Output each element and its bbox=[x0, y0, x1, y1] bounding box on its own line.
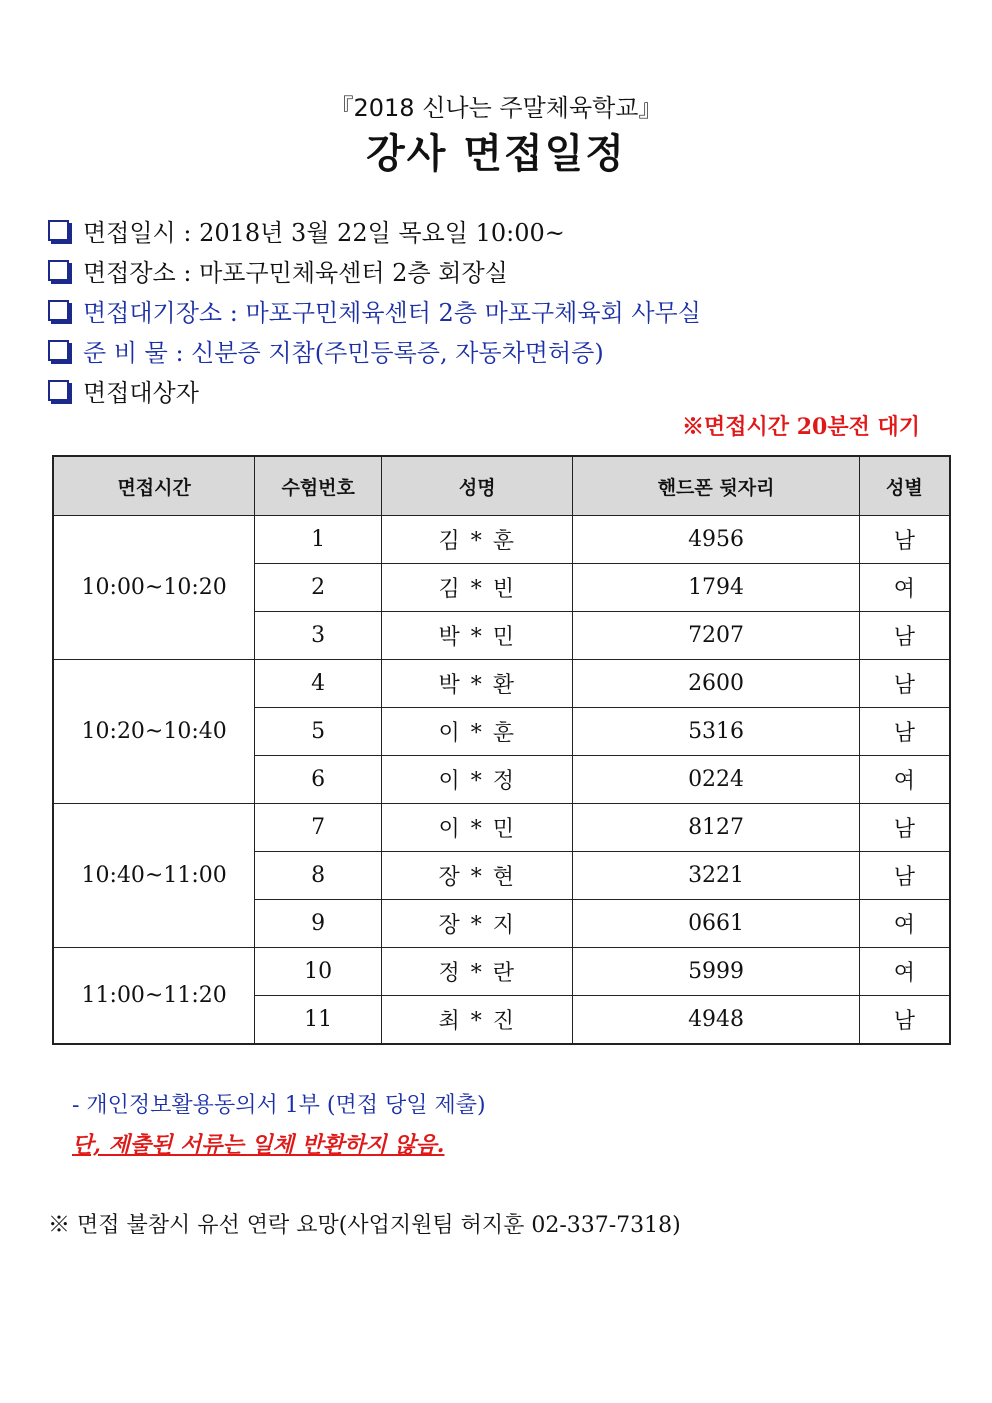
document-title: 강사 면접일정 bbox=[366, 131, 626, 177]
info-item-text: 면접일시 : 2018년 3월 22일 목요일 10:00~ bbox=[83, 218, 565, 247]
gender-cell: 남 bbox=[859, 996, 950, 1045]
phone-digits-cell: 7207 bbox=[573, 612, 859, 660]
gender-cell: 남 bbox=[859, 660, 950, 708]
phone-digits-cell: 0224 bbox=[573, 756, 859, 804]
phone-digits-cell: 5999 bbox=[573, 948, 859, 996]
header-phone-last-digits: 핸드폰 뒷자리 bbox=[573, 456, 859, 516]
name-cell: 이 * 정 bbox=[381, 756, 572, 804]
header-name: 성명 bbox=[381, 456, 572, 516]
contact-note: ※ 면접 불참시 유선 연락 요망(사업지원팀 허지훈 02-337-7318) bbox=[48, 1213, 681, 1238]
gender-cell: 여 bbox=[859, 948, 950, 996]
gender-cell: 남 bbox=[859, 852, 950, 900]
name-cell: 김 * 빈 bbox=[381, 564, 572, 612]
name-cell: 박 * 민 bbox=[381, 612, 572, 660]
header-exam-number: 수험번호 bbox=[255, 456, 382, 516]
exam-number-cell: 4 bbox=[255, 660, 382, 708]
gender-cell: 남 bbox=[859, 708, 950, 756]
name-cell: 장 * 현 bbox=[381, 852, 572, 900]
gender-cell: 여 bbox=[859, 900, 950, 948]
name-cell: 김 * 훈 bbox=[381, 516, 572, 564]
phone-digits-cell: 3221 bbox=[573, 852, 859, 900]
exam-number-cell: 7 bbox=[255, 804, 382, 852]
table-row bbox=[53, 516, 950, 564]
gender-cell: 여 bbox=[859, 756, 950, 804]
document-subtitle: 『2018 신나는 주말체육학교』 bbox=[329, 94, 663, 122]
info-item bbox=[48, 250, 701, 290]
checkbox-icon bbox=[48, 220, 69, 241]
header-gender: 성별 bbox=[859, 456, 950, 516]
phone-digits-cell: 4948 bbox=[573, 996, 859, 1045]
name-cell: 이 * 훈 bbox=[381, 708, 572, 756]
gender-cell: 남 bbox=[859, 516, 950, 564]
checkbox-icon bbox=[48, 260, 69, 281]
phone-digits-cell: 0661 bbox=[573, 900, 859, 948]
checkbox-icon bbox=[48, 300, 69, 321]
info-item bbox=[48, 370, 701, 410]
info-item-text: 면접대상자 bbox=[83, 378, 199, 407]
exam-number-cell: 10 bbox=[255, 948, 382, 996]
checkbox-icon bbox=[48, 340, 69, 361]
gender-cell: 남 bbox=[859, 804, 950, 852]
exam-number-cell: 1 bbox=[255, 516, 382, 564]
exam-number-cell: 3 bbox=[255, 612, 382, 660]
interview-time-slot: 10:00~10:20 bbox=[53, 516, 255, 660]
table-row bbox=[53, 948, 950, 996]
interview-time-slot: 11:00~11:20 bbox=[53, 948, 255, 1045]
name-cell: 정 * 란 bbox=[381, 948, 572, 996]
name-cell: 장 * 지 bbox=[381, 900, 572, 948]
header-interview-time: 면접시간 bbox=[53, 456, 255, 516]
interview-schedule-table bbox=[52, 455, 951, 1045]
phone-digits-cell: 5316 bbox=[573, 708, 859, 756]
name-cell: 최 * 진 bbox=[381, 996, 572, 1045]
waiting-notice: ※면접시간 20분전 대기 bbox=[682, 414, 920, 440]
interview-time-slot: 10:20~10:40 bbox=[53, 660, 255, 804]
gender-cell: 여 bbox=[859, 564, 950, 612]
info-list bbox=[48, 210, 701, 410]
info-item-text: 준 비 물 : 신분증 지참(주민등록증, 자동차면허증) bbox=[83, 338, 604, 367]
phone-digits-cell: 1794 bbox=[573, 564, 859, 612]
info-item bbox=[48, 210, 701, 250]
no-return-warning: 단, 제출된 서류는 일체 반환하지 않음. bbox=[72, 1132, 445, 1158]
info-item-text: 면접장소 : 마포구민체육센터 2층 회장실 bbox=[83, 258, 508, 287]
table-header-row bbox=[53, 456, 950, 516]
gender-cell: 남 bbox=[859, 612, 950, 660]
phone-digits-cell: 4956 bbox=[573, 516, 859, 564]
table-row bbox=[53, 660, 950, 708]
info-item bbox=[48, 330, 701, 370]
name-cell: 이 * 민 bbox=[381, 804, 572, 852]
phone-digits-cell: 8127 bbox=[573, 804, 859, 852]
consent-form-note: - 개인정보활용동의서 1부 (면접 당일 제출) bbox=[72, 1093, 486, 1118]
info-item bbox=[48, 290, 701, 330]
interview-time-slot: 10:40~11:00 bbox=[53, 804, 255, 948]
exam-number-cell: 2 bbox=[255, 564, 382, 612]
name-cell: 박 * 환 bbox=[381, 660, 572, 708]
checkbox-icon bbox=[48, 380, 69, 401]
exam-number-cell: 9 bbox=[255, 900, 382, 948]
exam-number-cell: 11 bbox=[255, 996, 382, 1045]
exam-number-cell: 5 bbox=[255, 708, 382, 756]
info-item-text: 면접대기장소 : 마포구민체육센터 2층 마포구체육회 사무실 bbox=[83, 298, 701, 327]
exam-number-cell: 8 bbox=[255, 852, 382, 900]
table-row bbox=[53, 804, 950, 852]
phone-digits-cell: 2600 bbox=[573, 660, 859, 708]
exam-number-cell: 6 bbox=[255, 756, 382, 804]
